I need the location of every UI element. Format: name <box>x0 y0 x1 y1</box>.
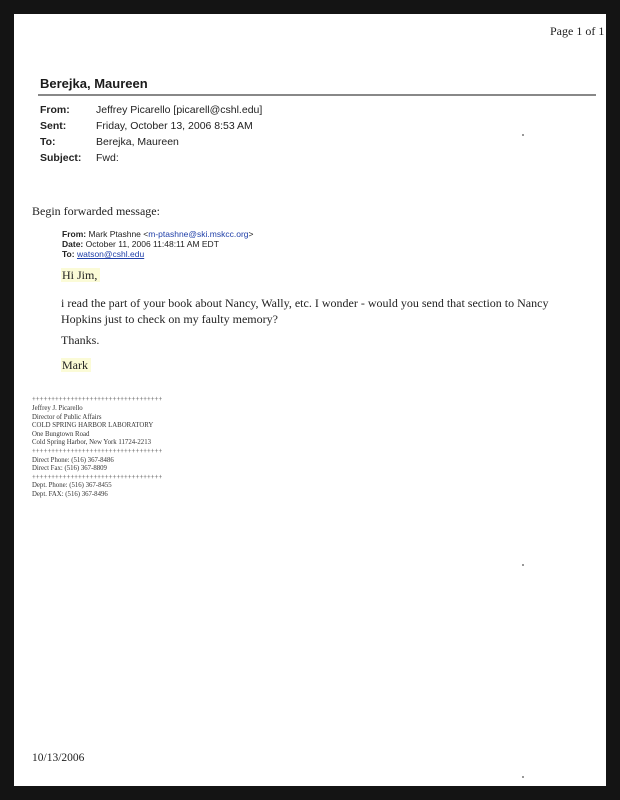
signature-title: Director of Public Affairs <box>32 413 102 421</box>
header-from-label: From: <box>40 104 70 116</box>
message-paragraph <box>61 295 548 327</box>
scan-speck <box>522 776 524 778</box>
forwarded-date-label: Date: <box>62 239 84 249</box>
forwarded-to-label: To: <box>62 249 75 259</box>
scan-speck <box>522 134 524 136</box>
forwarded-date-row <box>62 239 219 249</box>
signature-city: Cold Spring Harbor, New York 11724-2213 <box>32 439 151 447</box>
forwarded-to-row <box>62 249 144 259</box>
message-signoff <box>61 357 91 373</box>
signature-direct-phone: Direct Phone: (516) 367-8486 <box>32 456 114 464</box>
forwarded-date-value: October 11, 2006 11:48:11 AM EDT <box>85 239 219 249</box>
signature-org: COLD SPRING HARBOR LABORATORY <box>32 422 154 430</box>
signature-street: One Bungtown Road <box>32 430 90 438</box>
header-subject-label: Subject: <box>40 152 82 164</box>
header-from-value: Jeffrey Picarello [picarell@cshl.edu] <box>96 104 263 116</box>
forwarded-from-label: From: <box>62 229 87 239</box>
signature-dept-phone: Dept. Phone: (516) 367-8455 <box>32 482 112 490</box>
header-divider <box>38 94 596 96</box>
signature-name: Jeffrey J. Picarello <box>32 405 83 412</box>
message-greeting <box>61 267 100 283</box>
begin-forwarded-label: Begin forwarded message: <box>32 204 160 218</box>
header-sent-label: Sent: <box>40 120 67 132</box>
paragraph-line-1: i read the part of your book about Nancy, Wally, etc. I wonder - would you send that section to Nancy <box>61 296 549 310</box>
signature-divider-top: ++++++++++++++++++++++++++++++++++ <box>32 396 163 403</box>
forwarded-to-email[interactable]: watson@cshl.edu <box>76 249 145 259</box>
header-sent-value: Friday, October 13, 2006 8:53 AM <box>96 120 253 132</box>
scan-speck <box>522 564 524 566</box>
signature-direct-fax: Direct Fax: (516) 367-8809 <box>32 465 107 473</box>
sender-name: Berejka, Maureen <box>40 76 148 91</box>
footer-date: 10/13/2006 <box>32 752 85 764</box>
header-subject-value: Fwd: <box>96 152 119 164</box>
signature-dept-fax: Dept. FAX: (516) 367-8496 <box>32 490 108 498</box>
paragraph-line-2: Hopkins just to check on my faulty memory? <box>61 312 278 326</box>
header-to-value: Berejka, Maureen <box>96 136 179 148</box>
signature-divider-middle: ++++++++++++++++++++++++++++++++++ <box>32 447 163 455</box>
page-number: Page 1 of 1 <box>550 24 605 38</box>
forwarded-from-email[interactable]: m-ptashne@ski.mskcc.org <box>148 229 249 239</box>
document-page <box>14 14 606 786</box>
message-thanks: Thanks. <box>61 333 100 347</box>
signoff-text: Mark <box>61 358 91 372</box>
header-to-label: To: <box>40 136 56 148</box>
forwarded-from-name: Mark Ptashne < <box>88 229 149 239</box>
greeting-text: Hi Jim, <box>61 268 100 282</box>
signature-block-address <box>32 405 162 500</box>
signature-divider-bottom: ++++++++++++++++++++++++++++++++++ <box>32 473 163 481</box>
forwarded-from-close: > <box>248 229 254 239</box>
forwarded-from-row <box>62 229 253 239</box>
